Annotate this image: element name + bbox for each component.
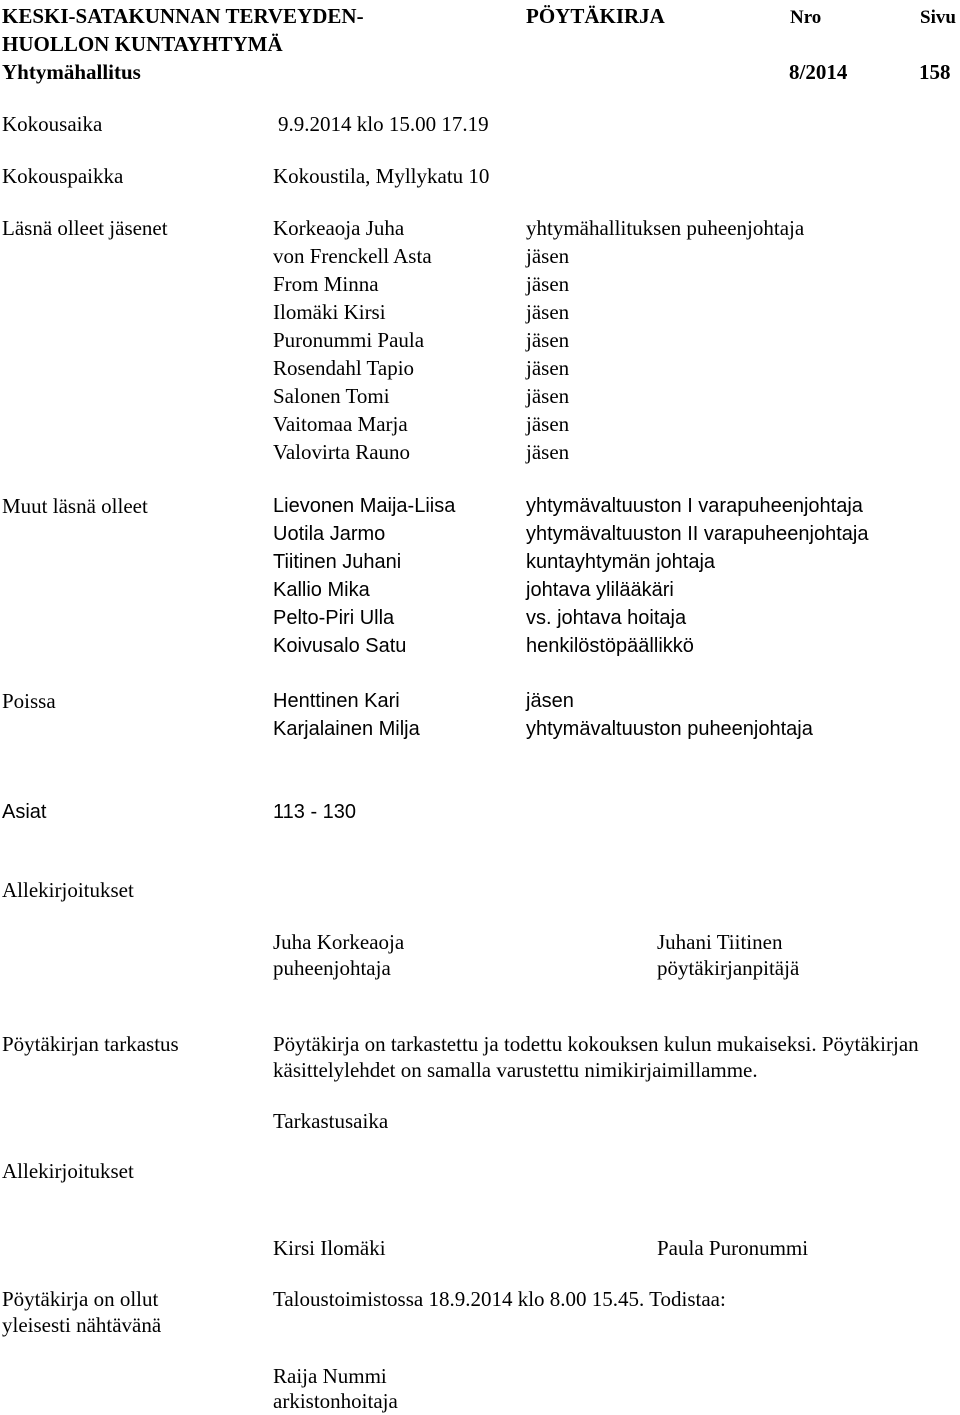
nro-value: 8/2014 — [789, 60, 848, 84]
attendee-name: Tiitinen Juhani — [273, 551, 402, 573]
review-time-label: Tarkastusaika — [273, 1109, 389, 1133]
secretary-role: pöytäkirjanpitäjä — [657, 956, 800, 980]
display-value: Taloustoimistossa 18.9.2014 klo 8.00 15.45. Todistaa: — [273, 1287, 726, 1311]
nro-label: Nro — [790, 7, 822, 28]
member-role: yhtymähallituksen puheenjohtaja — [526, 216, 805, 240]
sivu-value: 158 — [919, 60, 951, 84]
member-name: Salonen Tomi — [273, 384, 390, 408]
member-name: From Minna — [273, 272, 379, 296]
display-label-line1: Pöytäkirja on ollut — [2, 1287, 159, 1311]
review-text-line2: käsittelylehdet on samalla varustettu nimikirjaimillamme. — [273, 1058, 758, 1082]
absent-names — [273, 687, 420, 743]
member-name: Rosendahl Tapio — [273, 356, 415, 380]
attendee-role: johtava ylilääkäri — [526, 579, 674, 601]
org-name-line1: KESKI-SATAKUNNAN TERVEYDEN- — [2, 4, 364, 28]
absent-role: yhtymävaltuuston puheenjohtaja — [526, 718, 813, 740]
display-label-line2: yleisesti nähtävänä — [2, 1313, 162, 1337]
meeting-place-value: Kokoustila, Myllykatu 10 — [273, 164, 490, 188]
attendee-name: Lievonen Maija-Liisa — [273, 495, 456, 517]
attendee-role: henkilöstöpäällikkö — [526, 635, 694, 657]
review-text-line1: Pöytäkirja on tarkastettu ja todettu kokouksen kulun mukaiseksi. Pöytäkirjan — [273, 1032, 919, 1056]
meeting-place-label: Kokouspaikka — [2, 164, 124, 188]
present-members-names — [273, 214, 432, 466]
member-name: Korkeaoja Juha — [273, 216, 405, 240]
member-name: Puronummi Paula — [273, 328, 425, 352]
absent-label: Poissa — [2, 689, 56, 713]
display-signer-name: Raija Nummi — [273, 1364, 387, 1388]
attendee-role: yhtymävaltuuston II varapuheenjohtaja — [526, 523, 869, 545]
sivu-label: Sivu — [920, 7, 956, 28]
attendee-role: kuntayhtymän johtaja — [526, 551, 716, 573]
present-members-roles — [526, 214, 804, 466]
present-members-label: Läsnä olleet jäsenet — [2, 216, 168, 240]
member-name: Vaitomaa Marja — [273, 412, 408, 436]
member-role: jäsen — [526, 356, 570, 380]
member-role: jäsen — [526, 440, 570, 464]
member-role: jäsen — [526, 300, 570, 324]
member-name: Ilomäki Kirsi — [273, 300, 386, 324]
items-label: Asiat — [2, 801, 47, 823]
org-body: Yhtymähallitus — [2, 60, 141, 84]
secretary-name: Juhani Tiitinen — [657, 930, 783, 954]
member-name: Valovirta Rauno — [273, 440, 411, 464]
chair-role: puheenjohtaja — [273, 956, 391, 980]
others-present-label: Muut läsnä olleet — [2, 494, 148, 518]
member-role: jäsen — [526, 244, 570, 268]
attendee-name: Uotila Jarmo — [273, 523, 386, 545]
member-role: jäsen — [526, 384, 570, 408]
others-present-names — [273, 492, 455, 660]
reviewer-right-name: Paula Puronummi — [657, 1236, 809, 1260]
absent-name: Karjalainen Milja — [273, 718, 420, 740]
doc-type: PÖYTÄKIRJA — [526, 4, 665, 28]
signatures-label: Allekirjoitukset — [2, 878, 134, 902]
attendee-role: yhtymävaltuuston I varapuheenjohtaja — [526, 495, 863, 517]
org-name-line2: HUOLLON KUNTAYHTYMÄ — [2, 32, 283, 56]
absent-role: jäsen — [526, 690, 574, 712]
member-role: jäsen — [526, 272, 570, 296]
chair-name: Juha Korkeaoja — [273, 930, 405, 954]
member-role: jäsen — [526, 328, 570, 352]
absent-roles — [526, 687, 813, 743]
member-role: jäsen — [526, 412, 570, 436]
others-present-roles — [526, 492, 868, 660]
reviewer-left-name: Kirsi Ilomäki — [273, 1236, 386, 1260]
attendee-role: vs. johtava hoitaja — [526, 607, 687, 629]
member-name: von Frenckell Asta — [273, 244, 432, 268]
attendee-name: Kallio Mika — [273, 579, 370, 601]
meeting-time-value: 9.9.2014 klo 15.00 17.19 — [278, 112, 489, 136]
attendee-name: Pelto-Piri Ulla — [273, 607, 395, 629]
attendee-name: Koivusalo Satu — [273, 635, 407, 657]
meeting-time-label: Kokousaika — [2, 112, 103, 136]
items-value: 113 - 130 — [273, 801, 357, 823]
review-label: Pöytäkirjan tarkastus — [2, 1032, 179, 1056]
display-signer-role: arkistonhoitaja — [273, 1389, 398, 1413]
absent-name: Henttinen Kari — [273, 690, 400, 712]
review-signatures-label: Allekirjoitukset — [2, 1159, 134, 1183]
